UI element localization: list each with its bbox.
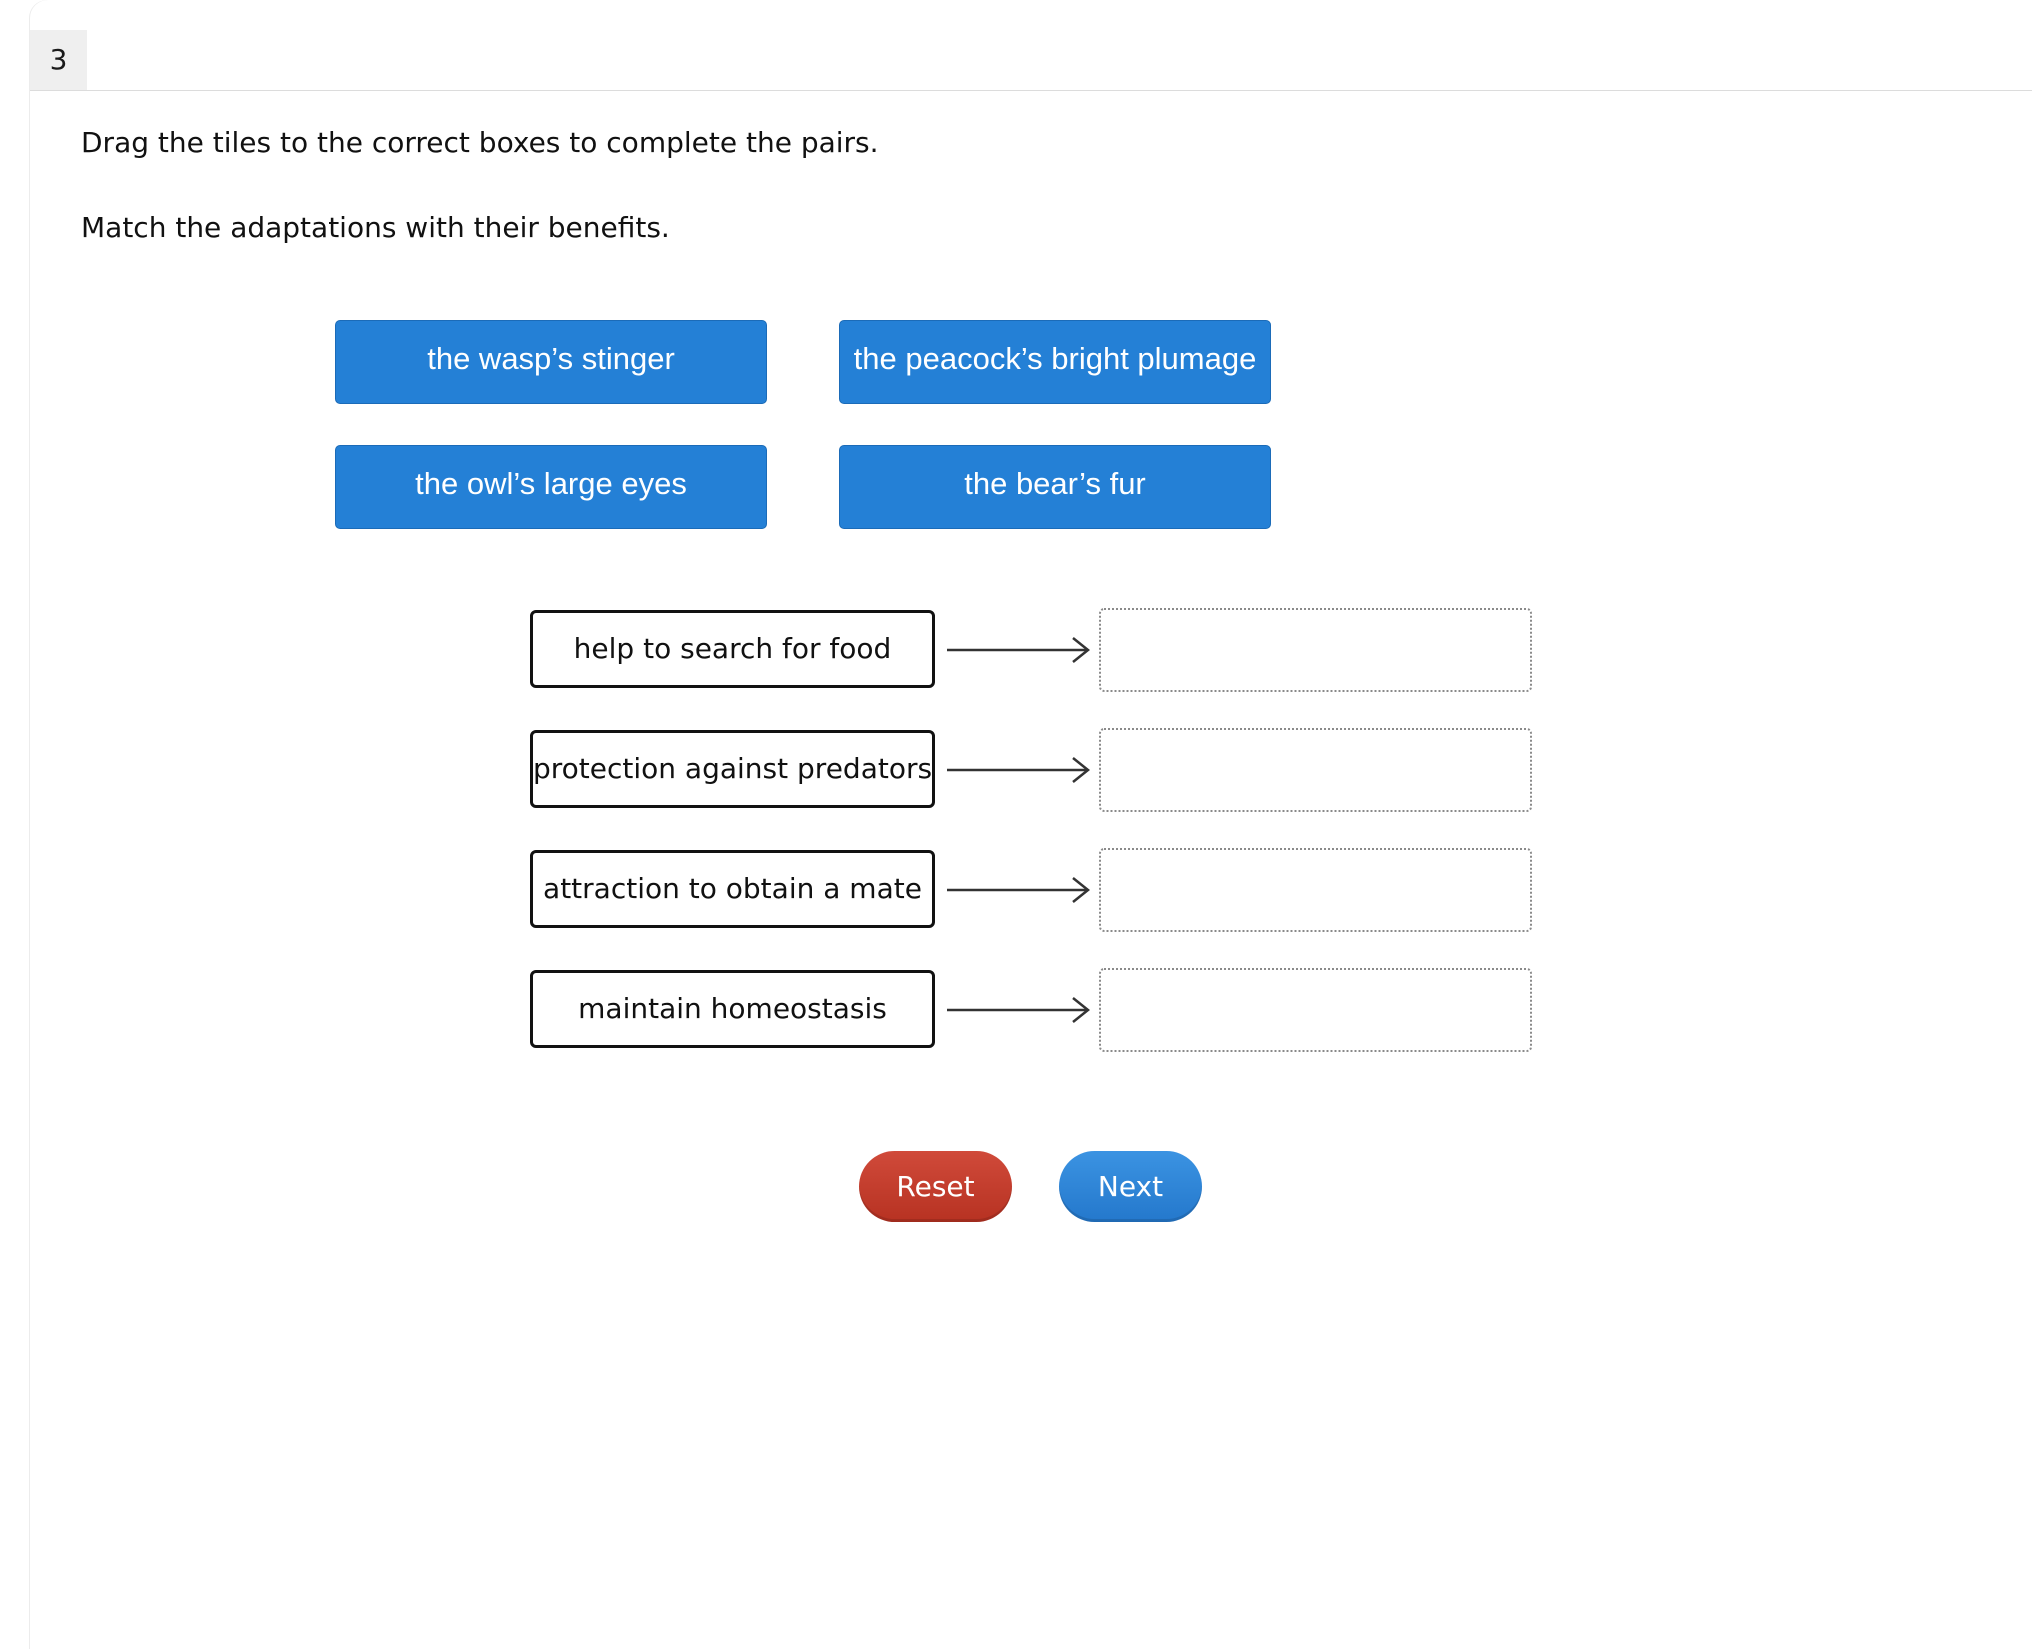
benefit-label: protection against predators <box>530 730 935 808</box>
pair-row <box>530 848 1533 932</box>
pair-row <box>530 608 1533 692</box>
drop-zone[interactable] <box>1099 848 1532 932</box>
next-button[interactable]: Next <box>1059 1151 1202 1222</box>
prompt-text: Match the adaptations with their benefits. <box>81 211 670 244</box>
arrow-right-icon <box>945 632 1095 668</box>
benefit-label: help to search for food <box>530 610 935 688</box>
instruction-text: Drag the tiles to the correct boxes to complete the pairs. <box>81 126 879 159</box>
benefit-label: maintain homeostasis <box>530 970 935 1048</box>
question-header <box>30 30 2032 91</box>
pair-row <box>530 968 1533 1052</box>
arrow-right-icon <box>945 752 1095 788</box>
drop-zone[interactable] <box>1099 728 1532 812</box>
reset-button[interactable]: Reset <box>859 1151 1012 1222</box>
tile-bear-fur[interactable]: the bear’s fur <box>839 445 1271 529</box>
page-frame <box>30 0 2032 1649</box>
arrow-right-icon <box>945 872 1095 908</box>
question-number: 3 <box>30 30 87 90</box>
drop-zone[interactable] <box>1099 968 1532 1052</box>
benefit-label: attraction to obtain a mate <box>530 850 935 928</box>
drop-zone[interactable] <box>1099 608 1532 692</box>
pair-row <box>530 728 1533 812</box>
arrow-right-icon <box>945 992 1095 1028</box>
tile-owl-eyes[interactable]: the owl’s large eyes <box>335 445 767 529</box>
tile-wasp-stinger[interactable]: the wasp’s stinger <box>335 320 767 404</box>
tile-peacock-plumage[interactable]: the peacock’s bright plumage <box>839 320 1271 404</box>
